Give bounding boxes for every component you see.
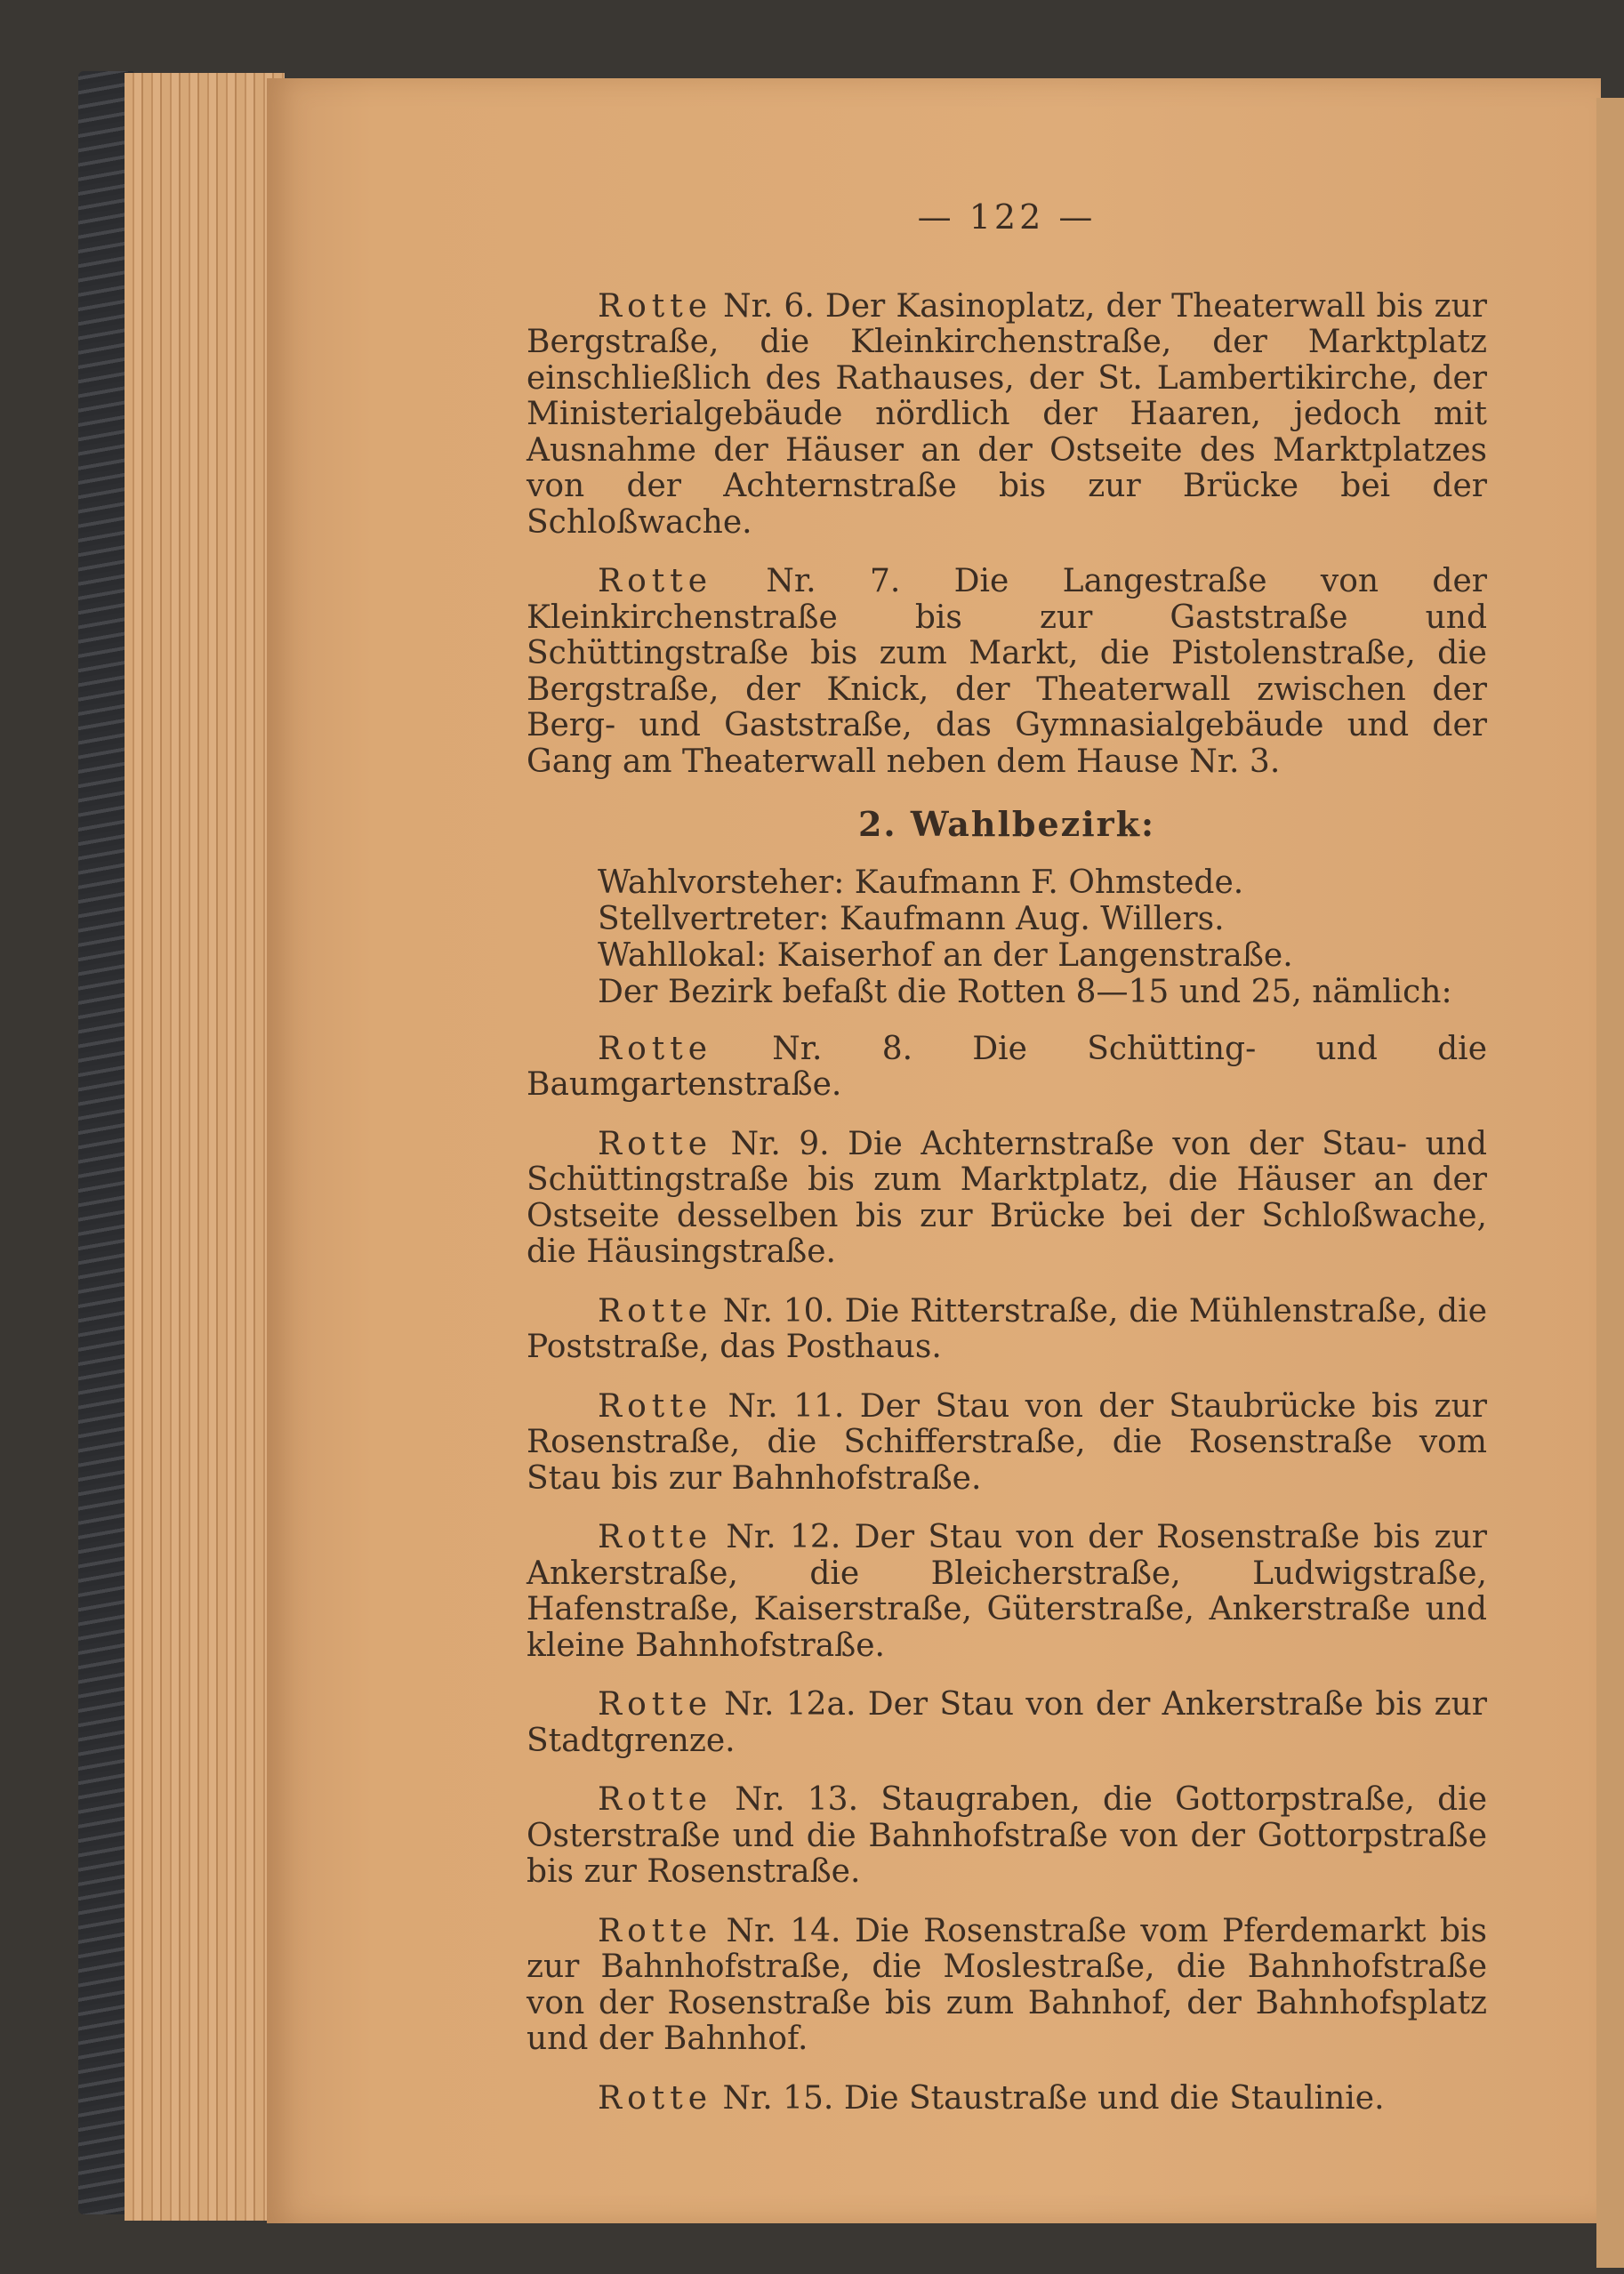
paragraph-text: Nr. 15. Die Staustraße und die Staulinie. (722, 2079, 1385, 2117)
paragraph-rotte-8 (527, 1032, 1487, 1104)
rotte-label: Rotte (598, 1781, 713, 1818)
page-edges (125, 73, 285, 2221)
paragraph-text: Nr. 6. Der Kasinoplatz, der Theaterwall bis zur Bergstraße, die Kleinkirchenstraße, der Marktplatz einschließlich des Rathauses, der St. Lambertikirche, der Ministerialgebäude nördlich der Haaren, jedoch mit Ausnahme der Häuser an der Ostseite des Marktplatzes von der Achternstraße bis zur Brücke bei der Schloßwache. (527, 287, 1487, 541)
paragraph-rotte-10 (527, 1294, 1487, 1366)
rotte-label: Rotte (598, 1686, 713, 1723)
rotte-label: Rotte (598, 287, 713, 325)
paragraph-text: Nr. 8. Die Schütting- und die Baumgartenstraße. (527, 1030, 1487, 1103)
rotte-label: Rotte (598, 2079, 713, 2117)
info-line-stellvertreter: Stellvertreter: Kaufmann Aug. Willers. (598, 900, 1225, 937)
rotte-label: Rotte (598, 1387, 713, 1425)
paragraph-rotte-9 (527, 1127, 1487, 1271)
paragraph-text: Nr. 13. Staugraben, die Gottorpstraße, die Osterstraße und die Bahnhofstraße von der Gottorpstraße bis zur Rosenstraße. (527, 1781, 1487, 1890)
paragraph-text: Nr. 7. Die Langestraße von der Kleinkirchenstraße bis zur Gaststraße und Schüttingstraße bis zum Markt, die Pistolenstraße, die Bergstraße, der Knick, der Theaterwall zwischen der Berg- und Gaststraße, das Gymnasialgebäude und der Gang am Theaterwall neben dem Hause Nr. 3. (527, 563, 1487, 780)
section-heading: 2. Wahlbezirk: (857, 804, 1156, 844)
info-line-bezirk: Der Bezirk befaßt die Rotten 8—15 und 25, nämlich: (598, 973, 1452, 1010)
info-line-wahlvorsteher: Wahlvorsteher: Kaufmann F. Ohmstede. (598, 864, 1244, 901)
paragraph-rotte-6 (527, 289, 1487, 542)
paragraph-rotte-11 (527, 1389, 1487, 1498)
page-number: — 122 — (917, 197, 1097, 237)
rotte-label: Rotte (598, 1030, 713, 1067)
rotte-label: Rotte (598, 1519, 713, 1555)
rotte-label: Rotte (598, 1292, 713, 1330)
paragraph-rotte-15 (527, 2081, 1487, 2117)
paragraph-text: Nr. 9. Die Achternstraße von der Stau- und Schüttingstraße bis zum Marktplatz, die Häuser an der Ostseite desselben bis zur Brücke bei der Schloßwache, die Häusingstraße. (527, 1125, 1488, 1270)
paragraph-text: Nr. 10. Die Ritterstraße, die Mühlenstraße, die Poststraße, das Posthaus. (527, 1292, 1487, 1365)
paragraph-rotte-12a (527, 1687, 1487, 1759)
paragraph-rotte-13 (527, 1782, 1487, 1891)
rotte-label: Rotte (598, 1125, 713, 1162)
paragraph-rotte-7 (527, 564, 1487, 780)
paragraph-rotte-12 (527, 1520, 1487, 1664)
page-content (527, 199, 1487, 2140)
district-info (527, 864, 1487, 1010)
rotte-label: Rotte (598, 563, 713, 599)
paragraph-text: Nr. 14. Die Rosenstraße vom Pferdemarkt bis zur Bahnhofstraße, die Moslestraße, die Bahnhofstraße von der Rosenstraße bis zum Bahnhof, der Bahnhofsplatz und der Bahnhof. (527, 1912, 1487, 2057)
rotte-label: Rotte (598, 1912, 713, 1949)
paragraph-text: Nr. 11. Der Stau von der Staubrücke bis zur Rosenstraße, die Schifferstraße, die Rosenstraße vom Stau bis zur Bahnhofstraße. (527, 1387, 1487, 1497)
facing-page-edge (1596, 98, 1624, 2268)
paragraph-text: Nr. 12a. Der Stau von der Ankerstraße bis zur Stadtgrenze. (527, 1686, 1487, 1759)
info-line-wahllokal: Wahllokal: Kaiserhof an der Langenstraße. (598, 936, 1293, 974)
paragraph-text: Nr. 12. Der Stau von der Rosenstraße bis zur Ankerstraße, die Bleicherstraße, Ludwigstraße, Hafenstraße, Kaiserstraße, Güterstraße, Ankerstraße und kleine Bahnhofstraße. (527, 1519, 1487, 1664)
paragraph-rotte-14 (527, 1914, 1487, 2058)
